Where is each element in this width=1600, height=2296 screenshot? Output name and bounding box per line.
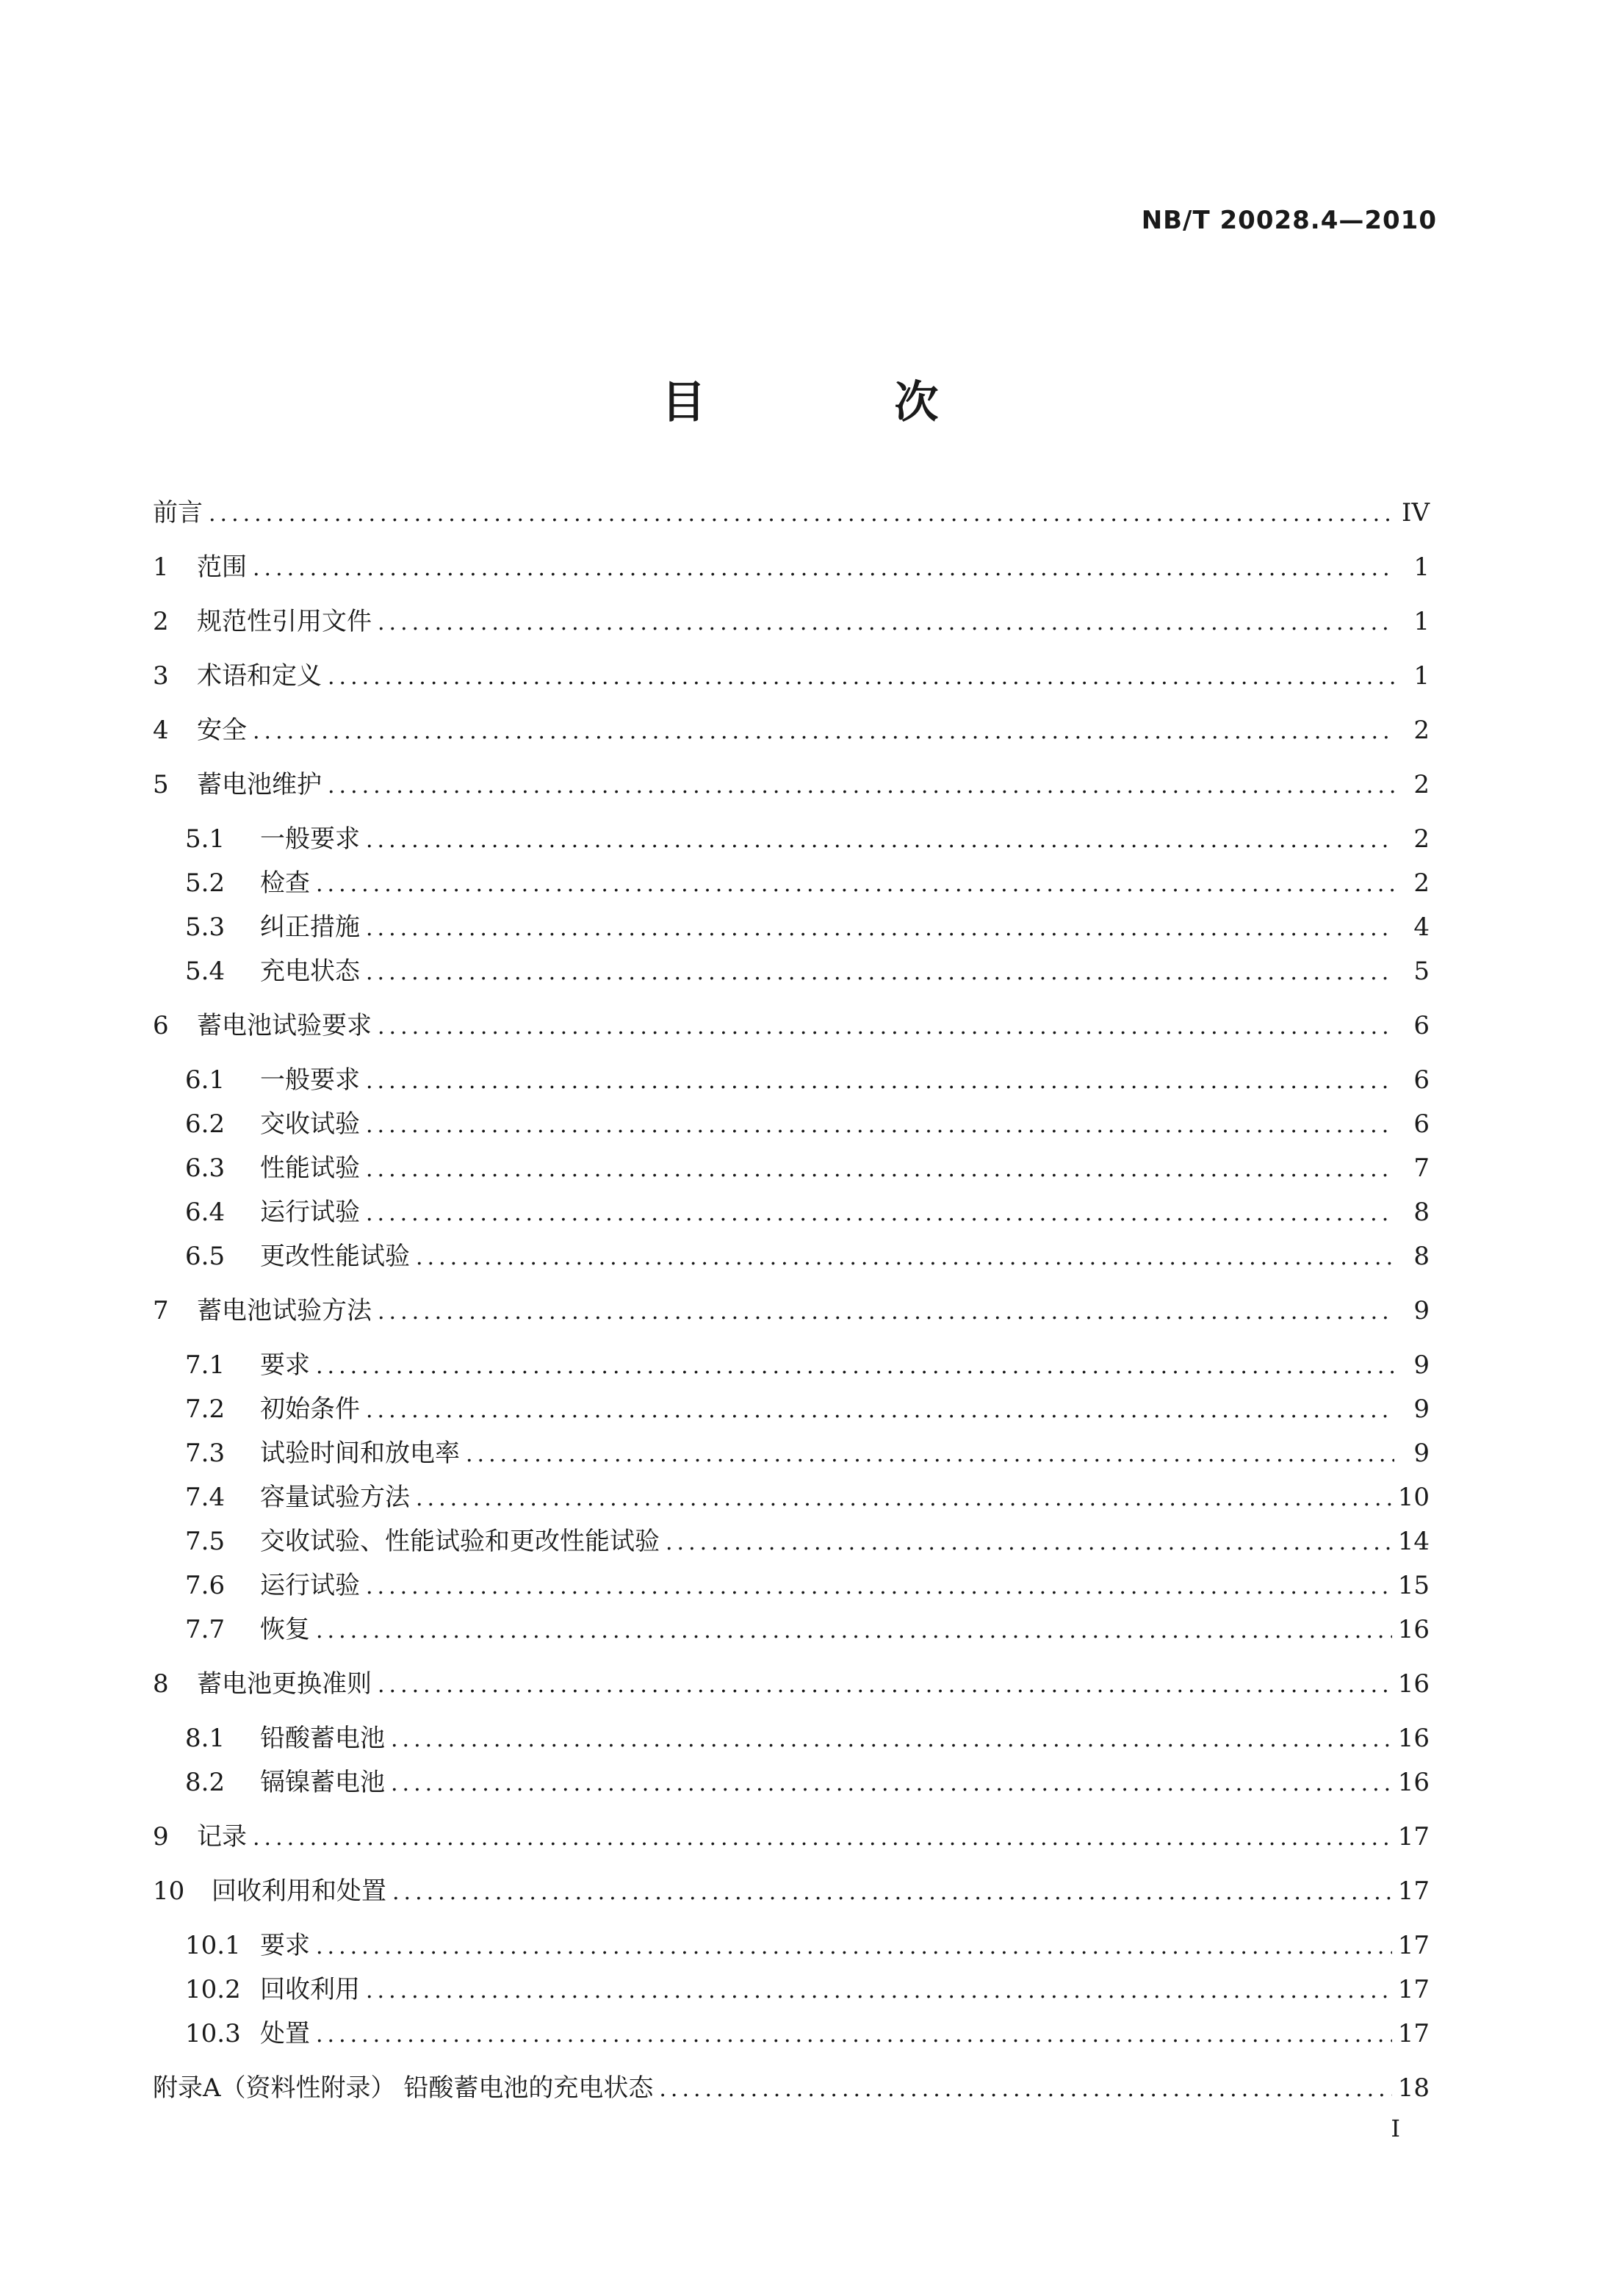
toc-entry-page: 6 <box>1413 1109 1430 1139</box>
toc-entry-page: 9 <box>1413 1394 1430 1424</box>
toc-entry-title: 容量试验方法 <box>260 1483 410 1512</box>
toc-entry-page: 2 <box>1413 824 1430 854</box>
toc-entry-number: 6.4 <box>185 1198 226 1227</box>
toc-leader-dots <box>316 1932 1392 1962</box>
toc-entry-page: 17 <box>1397 1931 1430 1960</box>
toc-leader-dots <box>328 663 1394 692</box>
toc-entry-title: 术语和定义 <box>197 661 322 691</box>
toc-entry-page: 18 <box>1397 2073 1430 2103</box>
toc-entry-page: 5 <box>1413 957 1430 986</box>
toc-entry-title: 附录A（资料性附录） 铅酸蓄电池的充电状态 <box>153 2073 654 2103</box>
toc-entry[interactable] <box>153 1975 1430 2006</box>
toc-entry-title: 安全 <box>197 716 247 745</box>
toc-entry-title: 蓄电池试验方法 <box>197 1296 372 1325</box>
toc-entry-page: 1 <box>1413 607 1430 636</box>
toc-entry-number: 7.5 <box>185 1527 226 1556</box>
toc-leader-dots <box>378 1298 1394 1327</box>
toc-entry-page: 9 <box>1413 1296 1430 1325</box>
toc-entry-title: 运行试验 <box>260 1198 360 1227</box>
toc-entry-number: 7.2 <box>185 1394 226 1424</box>
toc-entry-title: 前言 <box>153 498 203 528</box>
toc-entry-page: 9 <box>1413 1439 1430 1468</box>
toc-entry[interactable] <box>153 1198 1430 1228</box>
toc-entry[interactable] <box>153 2019 1430 2050</box>
toc-leader-dots <box>391 1725 1392 1755</box>
toc-entry-page: 1 <box>1413 661 1430 691</box>
toc-entry-number: 7.7 <box>185 1615 226 1644</box>
toc-leader-dots <box>316 870 1394 899</box>
toc-entry-page: 9 <box>1413 1350 1430 1380</box>
toc-entry-title: 要求 <box>260 1931 310 1960</box>
toc-entry-page: 17 <box>1397 1876 1430 1906</box>
toc-entry-title: 性能试验 <box>260 1154 360 1183</box>
toc-entry-page: 16 <box>1397 1768 1430 1797</box>
toc-entry-page: 7 <box>1413 1154 1430 1183</box>
toc-entry-title: 蓄电池更换准则 <box>197 1669 372 1699</box>
toc-leader-dots <box>316 1616 1392 1646</box>
toc-leader-dots <box>366 1111 1394 1140</box>
toc-entry-title: 回收利用 <box>260 1975 360 2004</box>
toc-entry-title: 试验时间和放电率 <box>260 1439 460 1468</box>
toc-entry-number: 5.1 <box>185 824 226 854</box>
toc-entry[interactable] <box>153 868 1430 899</box>
toc-entry-page: 16 <box>1397 1724 1430 1753</box>
toc-entry-page: 2 <box>1413 770 1430 799</box>
toc-entry[interactable] <box>153 1669 1430 1700</box>
toc-entry-page: 8 <box>1413 1242 1430 1271</box>
toc-entry-title: 铅酸蓄电池 <box>260 1724 385 1753</box>
toc-entry-title: 检查 <box>260 868 310 898</box>
toc-entry[interactable] <box>153 1154 1430 1184</box>
toc-entry[interactable] <box>153 1876 1430 1907</box>
toc-entry-number: 2 <box>153 607 169 636</box>
toc-entry-title: 处置 <box>260 2019 310 2048</box>
toc-entry-title: 充电状态 <box>260 957 360 986</box>
toc-entry-page: 17 <box>1397 2019 1430 2048</box>
toc-entry-title: 蓄电池试验要求 <box>197 1011 372 1040</box>
toc-entry-page: 2 <box>1413 716 1430 745</box>
toc-leader-dots <box>253 554 1394 583</box>
toc-leader-dots <box>466 1440 1394 1469</box>
toc-entry-number: 6.3 <box>185 1154 226 1183</box>
toc-leader-dots <box>366 1976 1392 2006</box>
toc-leader-dots <box>366 1572 1392 1602</box>
toc-entry-page: 4 <box>1413 913 1430 942</box>
toc-entry-page: 14 <box>1397 1527 1430 1556</box>
toc-entry-number: 7.1 <box>185 1350 226 1380</box>
toc-entry-number: 9 <box>153 1822 169 1851</box>
toc-leader-dots <box>366 958 1394 987</box>
toc-leader-dots <box>253 1824 1392 1853</box>
toc-leader-dots <box>392 1878 1392 1907</box>
toc-entry-page: 16 <box>1397 1669 1430 1699</box>
toc-entry[interactable] <box>153 824 1430 855</box>
toc-entry[interactable] <box>153 770 1430 801</box>
toc-entry-title: 更改性能试验 <box>260 1242 410 1271</box>
toc-entry-page: 15 <box>1397 1571 1430 1600</box>
toc-entry-number: 7.4 <box>185 1483 226 1512</box>
toc-leader-dots <box>253 717 1394 746</box>
toc-leader-dots <box>316 2020 1392 2050</box>
toc-entry-page: 6 <box>1413 1011 1430 1040</box>
toc-entry-title: 一般要求 <box>260 824 360 854</box>
toc-entry-number: 7 <box>153 1296 169 1325</box>
toc-entry-number: 5.3 <box>185 913 226 942</box>
toc-leader-dots <box>316 1352 1394 1381</box>
toc-entry-page: IV <box>1402 498 1430 528</box>
toc-entry-title: 记录 <box>197 1822 247 1851</box>
toc-entry-page: 1 <box>1413 553 1430 582</box>
toc-entry-number: 6.5 <box>185 1242 226 1271</box>
toc-leader-dots <box>366 1067 1394 1096</box>
toc-entry[interactable] <box>153 1822 1430 1853</box>
toc-entry-page: 17 <box>1397 1975 1430 2004</box>
toc-leader-dots <box>416 1243 1394 1273</box>
toc-entry-number: 5.2 <box>185 868 226 898</box>
toc-entry-title: 范围 <box>197 553 247 582</box>
toc-entry[interactable] <box>153 957 1430 987</box>
toc-entry[interactable] <box>153 1242 1430 1273</box>
toc-entry-title: 初始条件 <box>260 1394 360 1424</box>
toc-leader-dots <box>659 2075 1391 2104</box>
toc-entry-number: 10.3 <box>185 2019 241 2048</box>
toc-leader-dots <box>378 1012 1394 1042</box>
toc-entry[interactable] <box>153 1931 1430 1962</box>
toc-entry[interactable] <box>153 661 1430 692</box>
toc-leader-dots <box>366 1396 1394 1425</box>
toc-entry-number: 8.2 <box>185 1768 226 1797</box>
toc-entry-number: 3 <box>153 661 169 691</box>
table-of-contents <box>153 498 1430 2104</box>
toc-entry-number: 1 <box>153 553 169 582</box>
toc-entry-title: 运行试验 <box>260 1571 360 1600</box>
toc-entry-title: 蓄电池维护 <box>197 770 322 799</box>
toc-entry[interactable] <box>153 553 1430 583</box>
toc-entry-page: 16 <box>1397 1615 1430 1644</box>
toc-entry[interactable] <box>153 2073 1430 2104</box>
toc-entry[interactable] <box>153 1724 1430 1755</box>
toc-entry-title: 交收试验 <box>260 1109 360 1139</box>
toc-entry-number: 5 <box>153 770 169 799</box>
toc-entry-page: 10 <box>1397 1483 1430 1512</box>
toc-leader-dots <box>378 1671 1392 1700</box>
page-title: 目 次 <box>661 377 1026 428</box>
toc-entry-title: 纠正措施 <box>260 913 360 942</box>
toc-leader-dots <box>209 500 1394 529</box>
toc-leader-dots <box>378 608 1394 638</box>
toc-entry-title: 交收试验、性能试验和更改性能试验 <box>260 1527 660 1556</box>
toc-entry[interactable] <box>153 1109 1430 1140</box>
toc-entry[interactable] <box>153 1439 1430 1469</box>
toc-entry-title: 一般要求 <box>260 1065 360 1095</box>
toc-entry[interactable] <box>153 498 1430 529</box>
toc-entry-title: 要求 <box>260 1350 310 1380</box>
toc-entry-title: 恢复 <box>260 1615 310 1644</box>
toc-entry-number: 8.1 <box>185 1724 226 1753</box>
toc-entry-page: 17 <box>1397 1822 1430 1851</box>
page-number: I <box>1391 2115 1400 2142</box>
toc-leader-dots <box>366 1199 1394 1228</box>
toc-leader-dots <box>328 771 1394 801</box>
toc-entry-page: 8 <box>1413 1198 1430 1227</box>
toc-entry[interactable] <box>153 1571 1430 1602</box>
toc-entry-number: 6.1 <box>185 1065 226 1095</box>
toc-entry-number: 6.2 <box>185 1109 226 1139</box>
toc-entry-number: 4 <box>153 716 169 745</box>
toc-entry[interactable] <box>153 1394 1430 1425</box>
toc-entry-page: 6 <box>1413 1065 1430 1095</box>
toc-entry[interactable] <box>153 1350 1430 1381</box>
toc-entry-number: 10.2 <box>185 1975 241 2004</box>
toc-entry-number: 10 <box>153 1876 185 1906</box>
toc-entry-number: 8 <box>153 1669 169 1699</box>
toc-entry-title: 回收利用和处置 <box>212 1876 386 1906</box>
toc-leader-dots <box>416 1484 1392 1514</box>
toc-entry[interactable] <box>153 1527 1430 1558</box>
toc-entry[interactable] <box>153 1615 1430 1646</box>
toc-leader-dots <box>391 1769 1392 1799</box>
toc-leader-dots <box>366 826 1394 855</box>
toc-entry[interactable] <box>153 913 1430 943</box>
toc-entry-number: 7.3 <box>185 1439 226 1468</box>
toc-entry-page: 2 <box>1413 868 1430 898</box>
toc-entry[interactable] <box>153 607 1430 638</box>
toc-entry[interactable] <box>153 1768 1430 1799</box>
toc-entry[interactable] <box>153 716 1430 746</box>
toc-entry[interactable] <box>153 1011 1430 1042</box>
toc-entry[interactable] <box>153 1065 1430 1096</box>
standard-code: NB/T 20028.4—2010 <box>1141 206 1437 235</box>
toc-entry-title: 镉镍蓄电池 <box>260 1768 385 1797</box>
toc-entry-number: 7.6 <box>185 1571 226 1600</box>
toc-leader-dots <box>366 1155 1394 1184</box>
toc-leader-dots <box>666 1528 1392 1558</box>
toc-entry-number: 5.4 <box>185 957 226 986</box>
toc-entry-number: 10.1 <box>185 1931 241 1960</box>
toc-entry-number: 6 <box>153 1011 169 1040</box>
toc-entry[interactable] <box>153 1296 1430 1327</box>
toc-leader-dots <box>366 914 1394 943</box>
toc-entry[interactable] <box>153 1483 1430 1514</box>
toc-entry-title: 规范性引用文件 <box>197 607 372 636</box>
